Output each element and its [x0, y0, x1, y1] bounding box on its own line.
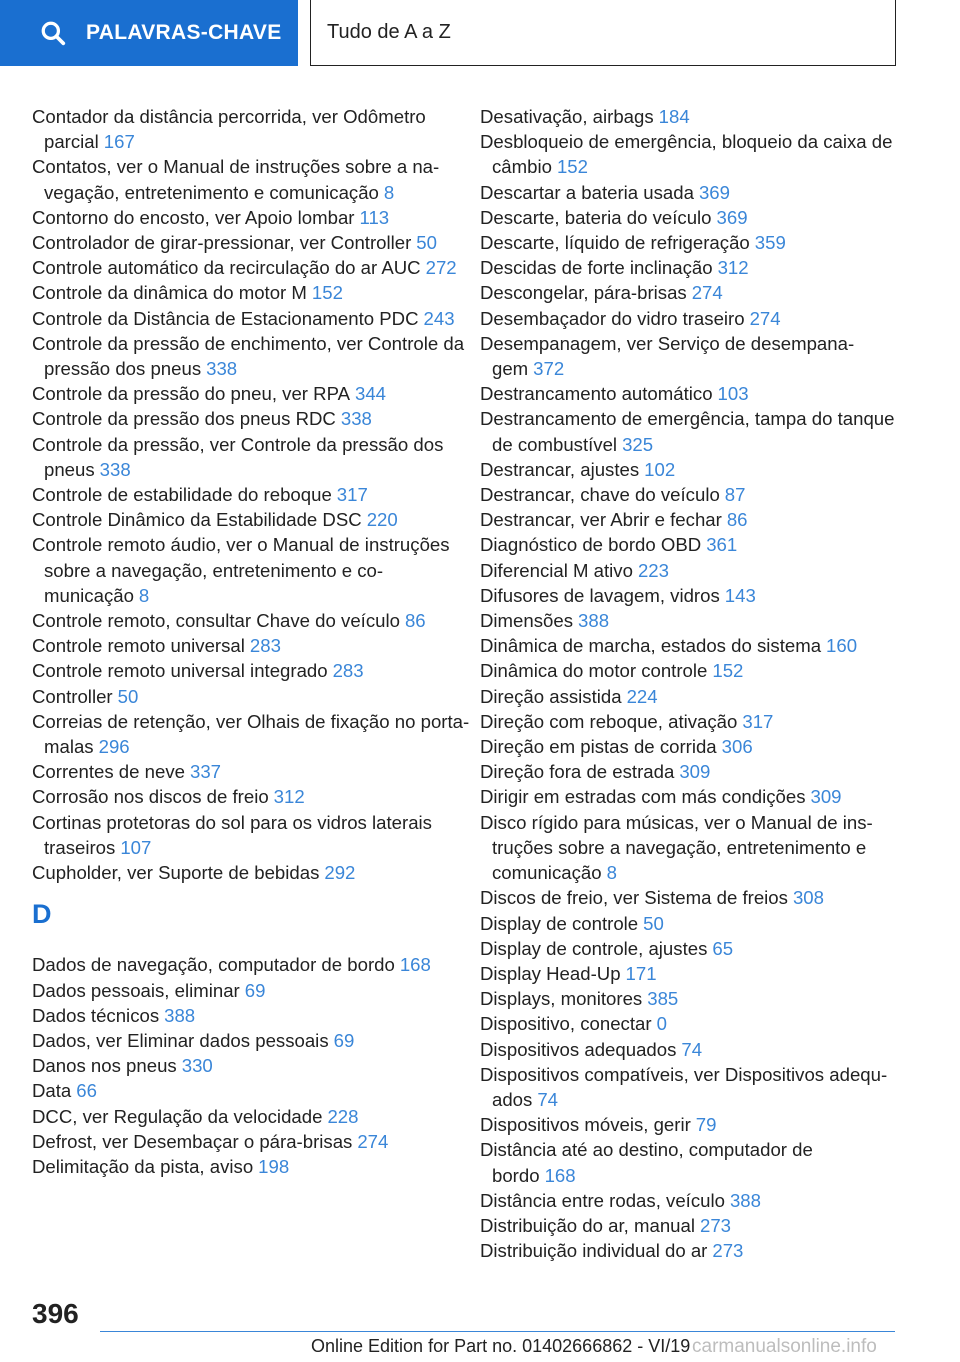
index-entry: [480, 608, 900, 633]
page-link[interactable]: 107: [120, 836, 152, 858]
index-entry: [32, 230, 472, 255]
entry-text: Dimensões: [480, 610, 574, 632]
page-link[interactable]: 273: [699, 1214, 732, 1236]
page-link[interactable]: 388: [164, 1004, 196, 1026]
index-entry: [32, 978, 472, 1003]
entry-text: Controle da Distância de Estacionamento PDC: [32, 307, 419, 329]
page-link[interactable]: 361: [706, 534, 738, 556]
index-entry: [480, 885, 900, 910]
index-entry: [480, 759, 900, 784]
page-link[interactable]: 272: [425, 257, 457, 279]
entry-text: Controle Dinâmico da Estabilidade DSC: [32, 509, 362, 531]
index-left-column: [32, 104, 472, 1179]
page-link[interactable]: 296: [98, 736, 130, 758]
index-entry: [480, 936, 900, 961]
footer: [0, 1336, 960, 1362]
page-link[interactable]: 325: [622, 433, 654, 455]
index-entry: [480, 1037, 900, 1062]
page-link[interactable]: 369: [716, 206, 748, 228]
index-entry: [32, 154, 472, 204]
entry-text: Defrost, ver Desembaçar o pára-brisas: [32, 1130, 353, 1152]
edition-text: Online Edition for Part no. 01402666862 - VI/19: [311, 1336, 691, 1356]
entry-text: Distância entre rodas, veículo: [480, 1189, 725, 1211]
index-entry: [480, 961, 900, 986]
index-entry: [32, 482, 472, 507]
entry-text: Dinâmica de marcha, estados do sistema: [480, 635, 822, 657]
entry-text: Dispositivos móveis, gerir: [480, 1114, 691, 1136]
entry-text: Delimitação da pista, aviso: [32, 1155, 254, 1177]
index-entry: [32, 784, 472, 809]
index-entry: [480, 1011, 900, 1036]
entry-text: Controller: [32, 685, 113, 707]
index-entry: [32, 331, 472, 381]
entry-text: Descarte, líquido de refrigeração: [480, 232, 750, 254]
index-entry: [32, 507, 472, 532]
entry-text: Dispositivos compatíveis, ver Dispositivos adequados: [480, 1063, 888, 1110]
page-link[interactable]: 369: [698, 181, 730, 203]
index-entry: [32, 633, 472, 658]
index-entry: [480, 306, 900, 331]
entry-text: Direção em pistas de corrida: [480, 736, 717, 758]
page-link[interactable]: 86: [404, 610, 426, 632]
entry-text: Distribuição individual do ar: [480, 1240, 708, 1262]
page-link[interactable]: 228: [327, 1105, 359, 1127]
page-link[interactable]: 385: [647, 988, 679, 1010]
footer-divider: [100, 1331, 895, 1332]
page-link[interactable]: 337: [189, 761, 222, 783]
index-entry: [480, 1238, 900, 1263]
entry-text: Controle da pressão, ver Controle da pressão dos pneus: [32, 433, 444, 480]
index-entry: [32, 1078, 472, 1103]
index-entry: [32, 532, 472, 608]
entry-text: Direção fora de estrada: [480, 761, 675, 783]
index-entry: [480, 205, 900, 230]
page-link[interactable]: 223: [637, 559, 669, 581]
index-entry: [480, 457, 900, 482]
entry-text: Destrancar, chave do veículo: [480, 484, 720, 506]
page-link[interactable]: 388: [578, 610, 610, 632]
entry-text: Controlador de girar-pressionar, ver Controller: [32, 232, 412, 254]
entry-text: Controle de estabilidade do reboque: [32, 484, 332, 506]
entry-text: Descongelar, pára-brisas: [480, 282, 687, 304]
index-entry: [32, 1129, 472, 1154]
page-link[interactable]: 86: [726, 509, 748, 531]
page-link[interactable]: 274: [357, 1130, 389, 1152]
page-link[interactable]: 50: [117, 685, 139, 707]
entry-text: Desempanagem, ver Serviço de desempanagem: [480, 332, 855, 380]
page-link[interactable]: 292: [324, 862, 356, 884]
entry-text: Contatos, ver o Manual de instruções sobre a navegação, entretenimento e comunicação: [32, 156, 440, 203]
index-entry: [32, 1003, 472, 1028]
index-entry: [480, 1188, 900, 1213]
index-entry: [480, 532, 900, 557]
entry-text: Controle remoto universal integrado: [32, 660, 328, 682]
entry-text: Destrancar, ajustes: [480, 458, 640, 480]
index-entry: [32, 608, 472, 633]
entry-text: Dinâmica do motor controle: [480, 660, 708, 682]
page-link[interactable]: 220: [366, 509, 398, 531]
index-entry: [32, 1104, 472, 1129]
a-to-z-label: Tudo de A a Z: [327, 21, 451, 43]
entry-text: Contador da distância percorrida, ver Odômetro parcial: [32, 106, 426, 153]
index-entry: [32, 860, 472, 885]
index-entry: [32, 432, 472, 482]
entry-text: Desativação, airbags: [480, 106, 654, 127]
index-entry: [480, 583, 900, 608]
index-right-column: [480, 104, 900, 1263]
entry-text: Descidas de forte inclinação: [480, 257, 713, 279]
index-entry: [480, 482, 900, 507]
entry-text: Data: [32, 1080, 72, 1102]
entry-text: Controle remoto universal: [32, 635, 245, 657]
index-entry: [480, 406, 900, 456]
entry-text: Contorno do encosto, ver Apoio lombar: [32, 206, 355, 228]
page-link[interactable]: 338: [340, 408, 372, 430]
index-entry: [480, 911, 900, 936]
entry-text: Danos nos pneus: [32, 1055, 177, 1077]
entry-text: Desembaçador do vidro traseiro: [480, 307, 745, 329]
index-entry: [480, 1213, 900, 1238]
index-entry: [32, 1053, 472, 1078]
page-link[interactable]: 168: [399, 954, 431, 976]
index-entry: [480, 1112, 900, 1137]
page-link[interactable]: 171: [625, 962, 657, 984]
index-entry: [480, 381, 900, 406]
index-entry: [32, 280, 472, 305]
entry-text: Displays, monitores: [480, 988, 643, 1010]
page-link[interactable]: 198: [258, 1155, 290, 1177]
index-entry: [32, 306, 472, 331]
index-entry: [32, 684, 472, 709]
page-link[interactable]: 103: [717, 383, 749, 405]
entry-text: Cortinas protetoras do sol para os vidros laterais traseiros: [32, 811, 432, 858]
page-link[interactable]: 0: [656, 1013, 667, 1035]
page-link[interactable]: 66: [76, 1080, 97, 1102]
page-link[interactable]: 152: [311, 282, 343, 304]
index-entry: [480, 810, 900, 886]
entry-text: Dados de navegação, computador de bordo: [32, 954, 395, 976]
index-entry: [480, 255, 900, 280]
page-link[interactable]: 308: [792, 887, 824, 909]
index-entry: [480, 507, 900, 532]
index-entry: [480, 280, 900, 305]
entry-text: Descarte, bateria do veículo: [480, 206, 712, 228]
page-link[interactable]: 283: [249, 635, 281, 657]
index-entry: [480, 230, 900, 255]
watermark-text: carmanualsonline.info: [692, 1336, 877, 1357]
index-entry: [480, 1137, 900, 1187]
page-link[interactable]: 306: [721, 736, 753, 758]
index-entries-d-part1: [32, 952, 472, 1179]
page-link[interactable]: 317: [742, 710, 774, 732]
entry-text: DCC, ver Regulação da velocidade: [32, 1105, 323, 1127]
index-entry: [480, 331, 900, 381]
index-entry: [480, 734, 900, 759]
index-entry: [480, 129, 900, 179]
search-icon: [40, 20, 66, 46]
entry-text: Diferencial M ativo: [480, 559, 633, 581]
top-navigation-bar: [0, 0, 960, 66]
page-link[interactable]: 274: [691, 282, 723, 304]
entry-text: Destrancamento de emergência, tampa do tanque de combustível: [480, 408, 895, 455]
entry-text: Desbloqueio de emergência, bloqueio da caixa de câmbio: [480, 131, 893, 178]
page-link[interactable]: 312: [717, 257, 749, 279]
index-entry: [32, 406, 472, 431]
page-link[interactable]: 102: [644, 458, 676, 480]
page-link[interactable]: 8: [606, 862, 617, 884]
page-link[interactable]: 50: [416, 232, 437, 254]
page-link[interactable]: 69: [244, 979, 266, 1001]
entry-text: Controle da pressão do pneu, ver RPA: [32, 383, 350, 405]
entry-text: Corrosão nos discos de freio: [32, 786, 269, 808]
a-to-z-tab[interactable]: [310, 0, 896, 66]
entry-text: Controle da pressão dos pneus RDC: [32, 408, 336, 430]
entry-text: Discos de freio, ver Sistema de freios: [480, 887, 788, 909]
entry-text: Display Head-Up: [480, 962, 621, 984]
entry-text: Diagnóstico de bordo OBD: [480, 534, 702, 556]
index-entry: [32, 205, 472, 230]
index-entry: [480, 104, 900, 129]
page-link[interactable]: 338: [99, 458, 131, 480]
entry-text: Controle da dinâmica do motor M: [32, 282, 307, 304]
page-link[interactable]: 243: [423, 307, 455, 329]
index-entry: [480, 684, 900, 709]
page-link[interactable]: 113: [359, 206, 390, 228]
page-link[interactable]: 160: [826, 635, 858, 657]
index-entry: [32, 1028, 472, 1053]
index-entry: [480, 1062, 900, 1112]
index-entry: [480, 784, 900, 809]
page-link[interactable]: 330: [181, 1055, 213, 1077]
index-entry: [480, 658, 900, 683]
index-entry: [32, 952, 472, 977]
index-entry: [480, 986, 900, 1011]
entry-text: Controle da pressão de enchimento, ver Controle da pressão dos pneus: [32, 332, 465, 380]
page-link[interactable]: 65: [712, 937, 734, 959]
entry-text: Dispositivos adequados: [480, 1038, 677, 1060]
entry-text: Dados pessoais, eliminar: [32, 979, 240, 1001]
page-link[interactable]: 273: [712, 1240, 744, 1262]
entry-text: Cupholder, ver Suporte de bebidas: [32, 862, 320, 884]
page-link[interactable]: 224: [626, 685, 658, 707]
index-entry: [480, 558, 900, 583]
page-link[interactable]: 152: [712, 660, 744, 682]
entry-text: Descartar a bateria usada: [480, 181, 694, 203]
keywords-label: PALAVRAS-CHAVE: [86, 21, 282, 44]
index-entry: [32, 810, 472, 860]
index-entry: [480, 709, 900, 734]
page-link[interactable]: 87: [724, 484, 746, 506]
page-link[interactable]: 338: [206, 358, 238, 380]
index-entry: [32, 1154, 472, 1179]
page-link[interactable]: 167: [103, 131, 135, 153]
entry-text: Dirigir em estradas com más condições: [480, 786, 806, 808]
entry-text: Distância até ao destino, computador de bordo: [480, 1139, 813, 1186]
keywords-button[interactable]: [0, 0, 298, 66]
section-letter-d: D: [32, 899, 52, 930]
page-link[interactable]: 79: [695, 1114, 717, 1136]
page-link[interactable]: 309: [810, 786, 842, 808]
page-link[interactable]: 388: [729, 1189, 761, 1211]
page-link[interactable]: 74: [537, 1088, 559, 1110]
page-link[interactable]: 143: [724, 584, 756, 606]
index-entry: [480, 633, 900, 658]
page-link[interactable]: 359: [754, 232, 786, 254]
entry-text: Display de controle: [480, 912, 639, 934]
page-link[interactable]: 74: [681, 1038, 703, 1060]
entry-text: Destrancar, ver Abrir e fechar: [480, 509, 722, 531]
entry-text: Correias de retenção, ver Olhais de fixação no porta-malas: [32, 710, 470, 758]
index-entry: [32, 104, 472, 154]
page-link[interactable]: 317: [336, 484, 368, 506]
page-link[interactable]: 50: [643, 912, 664, 934]
entry-text: Destrancamento automático: [480, 383, 713, 405]
page-link[interactable]: 309: [679, 761, 711, 783]
entry-text: Direção com reboque, ativação: [480, 710, 738, 732]
entry-text: Difusores de lavagem, vidros: [480, 584, 720, 606]
index-entry: [480, 180, 900, 205]
page-link[interactable]: 312: [273, 786, 305, 808]
entry-text: Controle automático da recirculação do ar AUC: [32, 257, 421, 279]
entry-text: Dispositivo, conectar: [480, 1013, 652, 1035]
entry-text: Dados técnicos: [32, 1004, 160, 1026]
index-entry: [32, 255, 472, 280]
index-entry: [32, 381, 472, 406]
entry-text: Dados, ver Eliminar dados pessoais: [32, 1029, 329, 1051]
page-link[interactable]: 274: [749, 307, 781, 329]
entry-text: Display de controle, ajustes: [480, 937, 708, 959]
page-link[interactable]: 152: [556, 156, 588, 178]
page-link[interactable]: 344: [355, 383, 387, 405]
page-link[interactable]: 372: [533, 358, 565, 380]
page-number: 396: [32, 1298, 79, 1329]
entry-text: Disco rígido para músicas, ver o Manual de instruções sobre a navegação, entretenimento e comunicação: [480, 811, 873, 884]
index-entries-d-part2: [480, 104, 900, 1263]
index-entry: [32, 709, 472, 759]
index-entry: [32, 759, 472, 784]
page-link[interactable]: 8: [383, 181, 395, 203]
entry-text: Controle remoto áudio, ver o Manual de instruções sobre a navegação, entretenimento e comunicação: [32, 534, 450, 606]
index-entry: [32, 658, 472, 683]
index-entries-c: [32, 104, 472, 885]
page-link[interactable]: 69: [333, 1029, 355, 1051]
entry-text: Direção assistida: [480, 685, 622, 707]
entry-text: Correntes de neve: [32, 761, 185, 783]
entry-text: Controle remoto, consultar Chave do veículo: [32, 610, 400, 632]
page-link[interactable]: 8: [138, 584, 150, 606]
page-link[interactable]: 184: [658, 106, 690, 127]
page-link[interactable]: 168: [544, 1164, 576, 1186]
entry-text: Distribuição do ar, manual: [480, 1214, 695, 1236]
page-link[interactable]: 283: [332, 660, 364, 682]
